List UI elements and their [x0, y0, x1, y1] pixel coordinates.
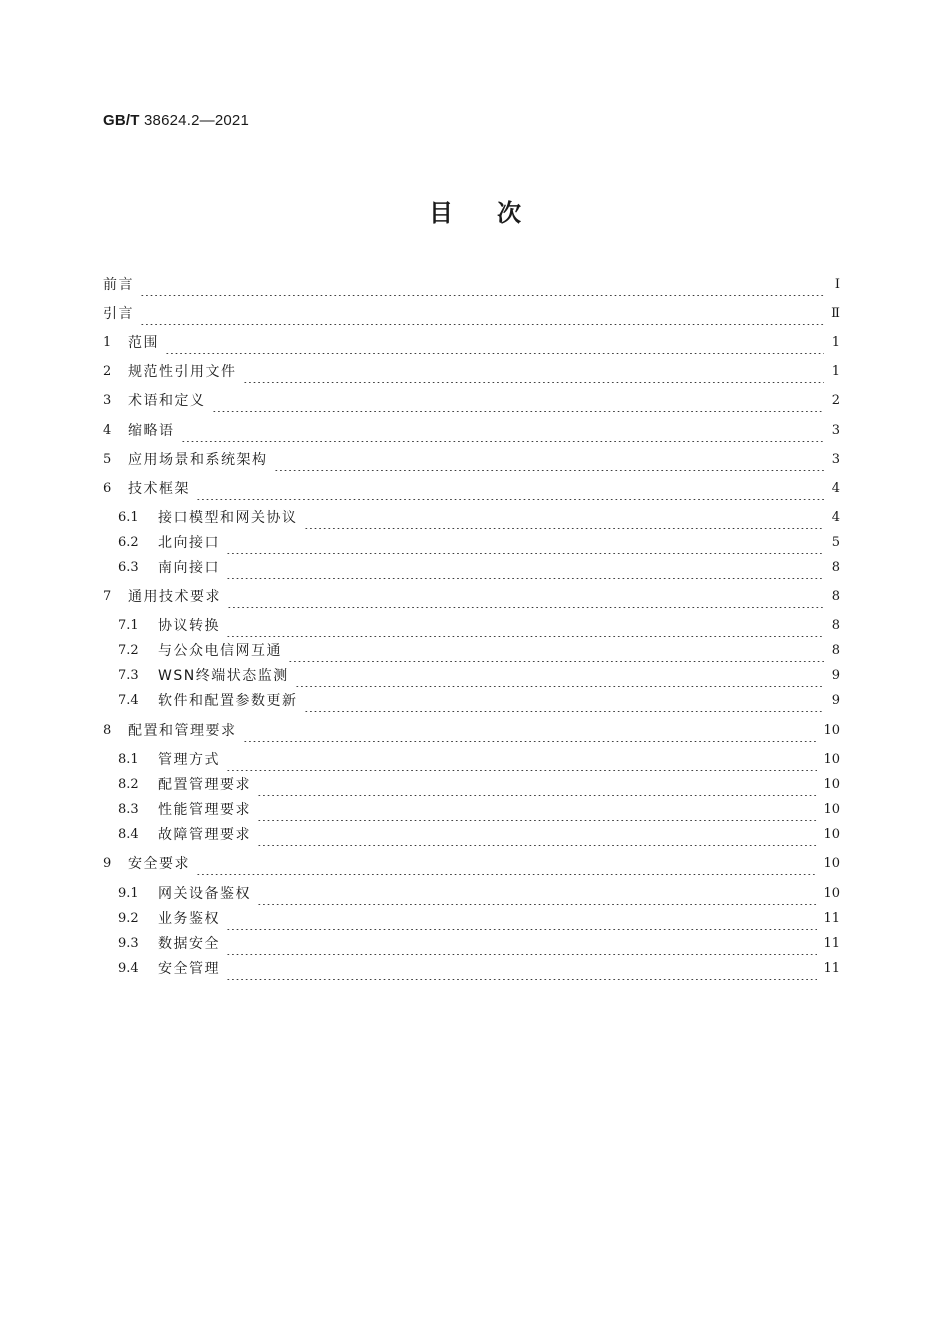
toc-entry-title: 故障管理要求: [158, 827, 251, 843]
toc-entry-number: 9.2: [118, 911, 139, 926]
dot-leader: [288, 640, 824, 662]
dot-leader: [227, 586, 824, 608]
dot-leader: [226, 749, 817, 771]
dot-leader: [243, 361, 825, 383]
toc-entry-number: 8.4: [118, 827, 139, 842]
toc-entry[interactable]: [103, 449, 840, 471]
toc-entry-title: 北向接口: [158, 535, 220, 551]
dot-leader: [140, 274, 824, 296]
toc-entry-page: 10: [823, 723, 840, 738]
dot-leader: [165, 332, 824, 354]
toc-entry-number: 4: [103, 423, 112, 438]
toc-entry-title: 安全要求: [128, 856, 190, 872]
toc-entry-title: 数据安全: [158, 936, 220, 952]
dot-leader: [226, 908, 817, 930]
dot-leader: [257, 799, 817, 821]
toc-entry-title: WSN终端状态监测: [158, 668, 289, 684]
toc-entry-page: 1: [831, 335, 840, 350]
dot-leader: [304, 690, 825, 712]
dot-leader: [196, 853, 817, 875]
toc-entry-page: 10: [823, 802, 840, 817]
dot-leader: [140, 303, 824, 325]
toc-subentry[interactable]: [118, 640, 840, 662]
toc-entry-title: 配置管理要求: [158, 777, 251, 793]
dot-leader: [274, 449, 825, 471]
toc-entry-title: 范围: [128, 335, 159, 351]
toc-subentry[interactable]: [118, 615, 840, 637]
toc-entry-page: 8: [831, 643, 840, 658]
toc-entry-title: 术语和定义: [128, 393, 206, 409]
toc-entry-page: 10: [823, 856, 840, 871]
toc-entry-number: 8: [103, 723, 112, 738]
toc-subentry[interactable]: [118, 749, 840, 771]
toc-entry-title: 接口模型和网关协议: [158, 510, 298, 526]
toc-entry-title: 技术框架: [128, 481, 190, 497]
toc-entry-number: 6.1: [118, 510, 139, 525]
toc-entry-page: Ⅱ: [831, 306, 840, 321]
toc-entry[interactable]: [103, 478, 840, 500]
toc-entry-page: 4: [831, 510, 840, 525]
toc-entry-title: 业务鉴权: [158, 911, 220, 927]
toc-entry-number: 9.1: [118, 886, 139, 901]
dot-leader: [226, 933, 817, 955]
toc-entry-page: 10: [823, 752, 840, 767]
toc-entry[interactable]: [103, 274, 840, 296]
toc-entry-page: 5: [831, 535, 840, 550]
toc-entry-page: 3: [831, 423, 840, 438]
toc-entry[interactable]: [103, 361, 840, 383]
dot-leader: [243, 720, 818, 742]
toc-entry-number: 7.4: [118, 693, 139, 708]
toc-entry-page: 8: [831, 618, 840, 633]
toc-entry-number: 1: [103, 335, 112, 350]
dot-leader: [295, 665, 824, 687]
toc-entry-title: 性能管理要求: [158, 802, 251, 818]
toc-entry-title: 配置和管理要求: [128, 723, 237, 739]
dot-leader: [257, 824, 817, 846]
toc-entry-title: 与公众电信网互通: [158, 643, 282, 659]
toc-entry-title: 安全管理: [158, 961, 220, 977]
toc-entry-title: 软件和配置参数更新: [158, 693, 298, 709]
toc-entry-title: 应用场景和系统架构: [128, 452, 268, 468]
toc-subentry[interactable]: [118, 557, 840, 579]
dot-leader: [257, 883, 817, 905]
dot-leader: [226, 557, 824, 579]
toc-entry-title: 管理方式: [158, 752, 220, 768]
toc-entry-title: 规范性引用文件: [128, 364, 237, 380]
dot-leader: [212, 390, 825, 412]
toc-entry-title: 前言: [103, 277, 134, 293]
toc-entry-title: 南向接口: [158, 560, 220, 576]
dot-leader: [196, 478, 824, 500]
toc-entry[interactable]: [103, 853, 840, 875]
toc-entry-number: 7.1: [118, 618, 139, 633]
toc-subentry[interactable]: [118, 690, 840, 712]
toc-entry-number: 7: [103, 589, 112, 604]
toc-entry-number: 6.3: [118, 560, 139, 575]
toc-entry[interactable]: [103, 303, 840, 325]
page-title: 目次: [429, 199, 565, 227]
toc-entry-page: Ⅰ: [834, 277, 840, 292]
toc-entry-number: 8.1: [118, 752, 139, 767]
toc-entry-page: 9: [831, 668, 840, 683]
toc-entry-title: 通用技术要求: [128, 589, 221, 605]
toc-entry-number: 3: [103, 393, 112, 408]
toc-entry-page: 8: [831, 589, 840, 604]
toc-entry[interactable]: [103, 390, 840, 412]
toc-entry-page: 1: [831, 364, 840, 379]
toc-entry-number: 7.3: [118, 668, 139, 683]
dot-leader: [257, 774, 817, 796]
toc-entry-number: 8.2: [118, 777, 139, 792]
toc-entry-page: 2: [831, 393, 840, 408]
toc-entry-title: 引言: [103, 306, 134, 322]
toc-subentry[interactable]: [118, 958, 840, 980]
dot-leader: [226, 615, 824, 637]
toc-entry[interactable]: [103, 586, 840, 608]
toc-subentry[interactable]: [118, 883, 840, 905]
toc-subentry[interactable]: [118, 774, 840, 796]
toc-entry-page: 9: [831, 693, 840, 708]
toc-subentry[interactable]: [118, 532, 840, 554]
toc-entry-page: 10: [823, 886, 840, 901]
toc-entry-title: 网关设备鉴权: [158, 886, 251, 902]
table-of-contents: [103, 0, 840, 1342]
dot-leader: [304, 507, 825, 529]
standard-prefix: GB/T: [103, 112, 140, 129]
toc-entry-page: 10: [823, 777, 840, 792]
toc-entry-number: 2: [103, 364, 112, 379]
standard-number: 38624.2—2021: [144, 112, 250, 129]
toc-subentry[interactable]: [118, 799, 840, 821]
toc-entry-number: 6.2: [118, 535, 139, 550]
toc-entry-number: 8.3: [118, 802, 139, 817]
toc-entry-number: 9.4: [118, 961, 139, 976]
toc-entry-number: 6: [103, 481, 112, 496]
toc-entry-number: 5: [103, 452, 112, 467]
toc-entry-page: 10: [823, 827, 840, 842]
toc-entry[interactable]: [103, 332, 840, 354]
toc-entry[interactable]: [103, 420, 840, 442]
toc-entry-page: 8: [831, 560, 840, 575]
toc-subentry[interactable]: [118, 933, 840, 955]
dot-leader: [226, 958, 817, 980]
toc-subentry[interactable]: [118, 507, 840, 529]
toc-entry-number: 7.2: [118, 643, 139, 658]
toc-entry-page: 4: [831, 481, 840, 496]
dot-leader: [181, 420, 825, 442]
toc-entry-page: 11: [823, 936, 840, 951]
toc-entry-title: 协议转换: [158, 618, 220, 634]
toc-entry-title: 缩略语: [128, 423, 175, 439]
toc-entry[interactable]: [103, 720, 840, 742]
toc-entry-page: 11: [823, 961, 840, 976]
toc-subentry[interactable]: [118, 665, 840, 687]
toc-subentry[interactable]: [118, 824, 840, 846]
toc-subentry[interactable]: [118, 908, 840, 930]
toc-entry-number: 9: [103, 856, 112, 871]
toc-entry-page: 11: [823, 911, 840, 926]
dot-leader: [226, 532, 824, 554]
toc-entry-number: 9.3: [118, 936, 139, 951]
toc-entry-page: 3: [831, 452, 840, 467]
